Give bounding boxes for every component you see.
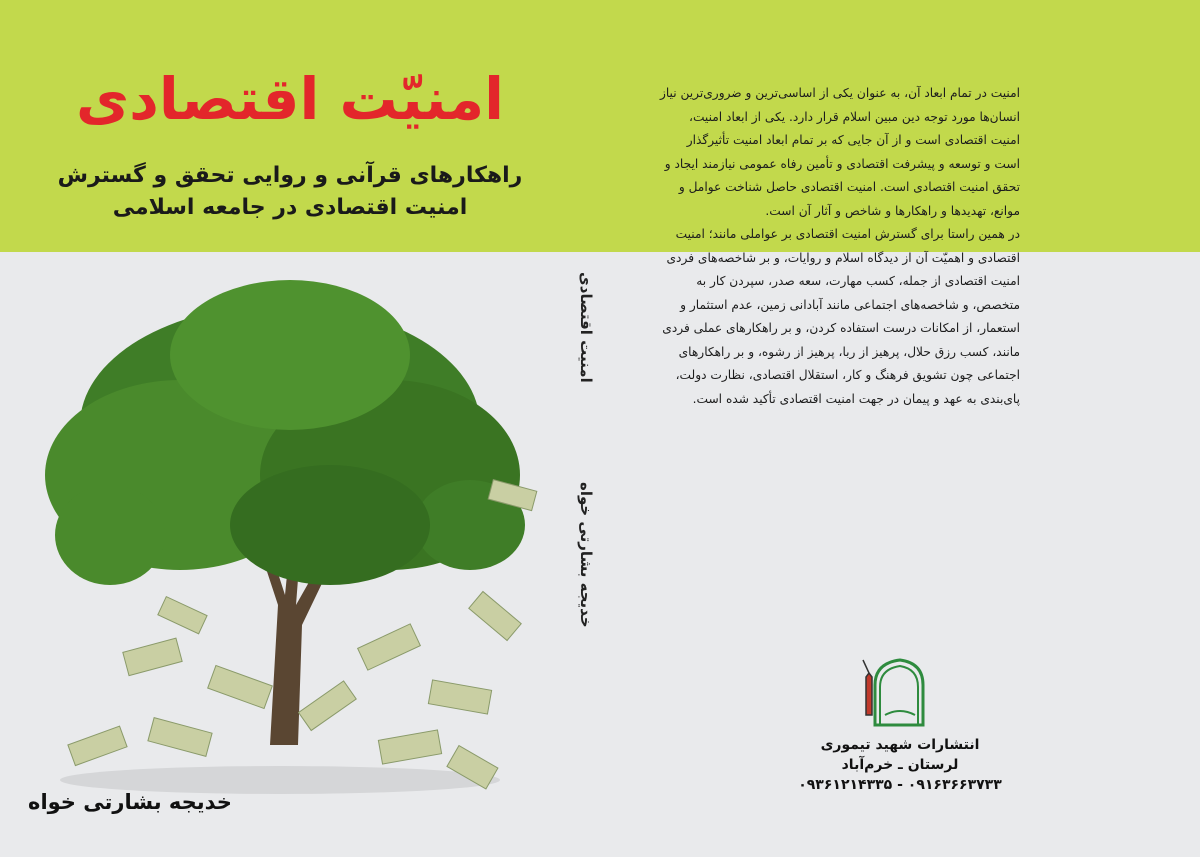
text-line: تحقق امنیت اقتصادی است. امنیت اقتصادی حاصل شناخت عوامل و bbox=[678, 180, 1020, 194]
publisher-location: لرستان ـ خرم‌آباد bbox=[841, 757, 959, 773]
text-line: انسان‌ها مورد توجه دین مبین اسلام قرار دارد. یکی از ابعاد امنیت، bbox=[689, 109, 1020, 124]
publisher-info bbox=[770, 735, 1030, 795]
text-line: استعمار، از امکانات درست استفاده کردن، و بر راهکارهای عملی فردی bbox=[662, 321, 1020, 335]
text-line: موانع، تهدیدها و راهکارها و شاخص و آثار آن است. bbox=[765, 203, 1020, 218]
text-line: امنیت اقتصادی است و از آن جایی که بر تمام ابعاد امنیت تأثیرگذار bbox=[686, 133, 1020, 147]
pen-icon bbox=[863, 660, 872, 715]
tree-canopy bbox=[45, 280, 525, 585]
book-spine bbox=[565, 252, 625, 857]
book-icon bbox=[885, 711, 915, 715]
subtitle-line: امنیت اقتصادی در جامعه اسلامی bbox=[112, 195, 468, 220]
spine-title: امنیت اقتصادی bbox=[577, 272, 595, 383]
text-line: مانند، کسب رزق حلال، پرهیز از ربا، پرهیز از رشوه، و بر راهکارهای bbox=[678, 344, 1020, 359]
publisher-logo bbox=[855, 655, 925, 730]
publisher-name: انتشارات شهید تیموری bbox=[820, 737, 980, 753]
book-title: امنیّت اقتصادی bbox=[75, 65, 505, 133]
text-line: اقتصادی و اهمیّت آن از دیدگاه اسلام و روایات، و بر شاخصه‌های فردی bbox=[666, 250, 1020, 265]
text-line: متخصص، و شاخصه‌های اجتماعی مانند آبادانی زمین، عدم استثمار و bbox=[680, 297, 1020, 312]
publisher-phones: ۰۹۳۶۱۲۱۴۳۳۵ - ۰۹۱۶۳۶۶۳۷۳۳ bbox=[798, 777, 1002, 793]
money-tree-illustration bbox=[30, 275, 550, 805]
text-line: است و توسعه و پیشرفت اقتصادی و تأمین رفاه عمومی نیازمند ایجاد و bbox=[664, 156, 1020, 171]
text-line: اجتماعی چون تشویق فرهنگ و کار، استقلال اقتصادی، نظارت دولت، bbox=[675, 368, 1020, 382]
author-name: خدیجه بشارتی خواه bbox=[28, 790, 232, 814]
book-subtitle bbox=[20, 160, 560, 224]
text-line: در همین راستا برای گسترش امنیت اقتصادی بر عواملی مانند؛ امنیت bbox=[675, 227, 1020, 241]
subtitle-line: راهکارهای قرآنی و روایی تحقق و گسترش bbox=[57, 163, 523, 188]
text-line: امنیت در تمام ابعاد آن، به عنوان یکی از اساسی‌ترین و ضروری‌ترین نیاز bbox=[659, 86, 1020, 100]
text-line: پای‌بندی به عهد و پیمان در جهت امنیت اقتصادی تأکید شده است. bbox=[692, 391, 1020, 406]
text-line: امنیت اقتصادی از جمله، کسب مهارت، سعه صدر، سپردن کار به bbox=[696, 274, 1020, 288]
back-cover-text bbox=[659, 82, 1020, 411]
spine-author: خدیجه بشارتی خواه bbox=[577, 482, 595, 628]
